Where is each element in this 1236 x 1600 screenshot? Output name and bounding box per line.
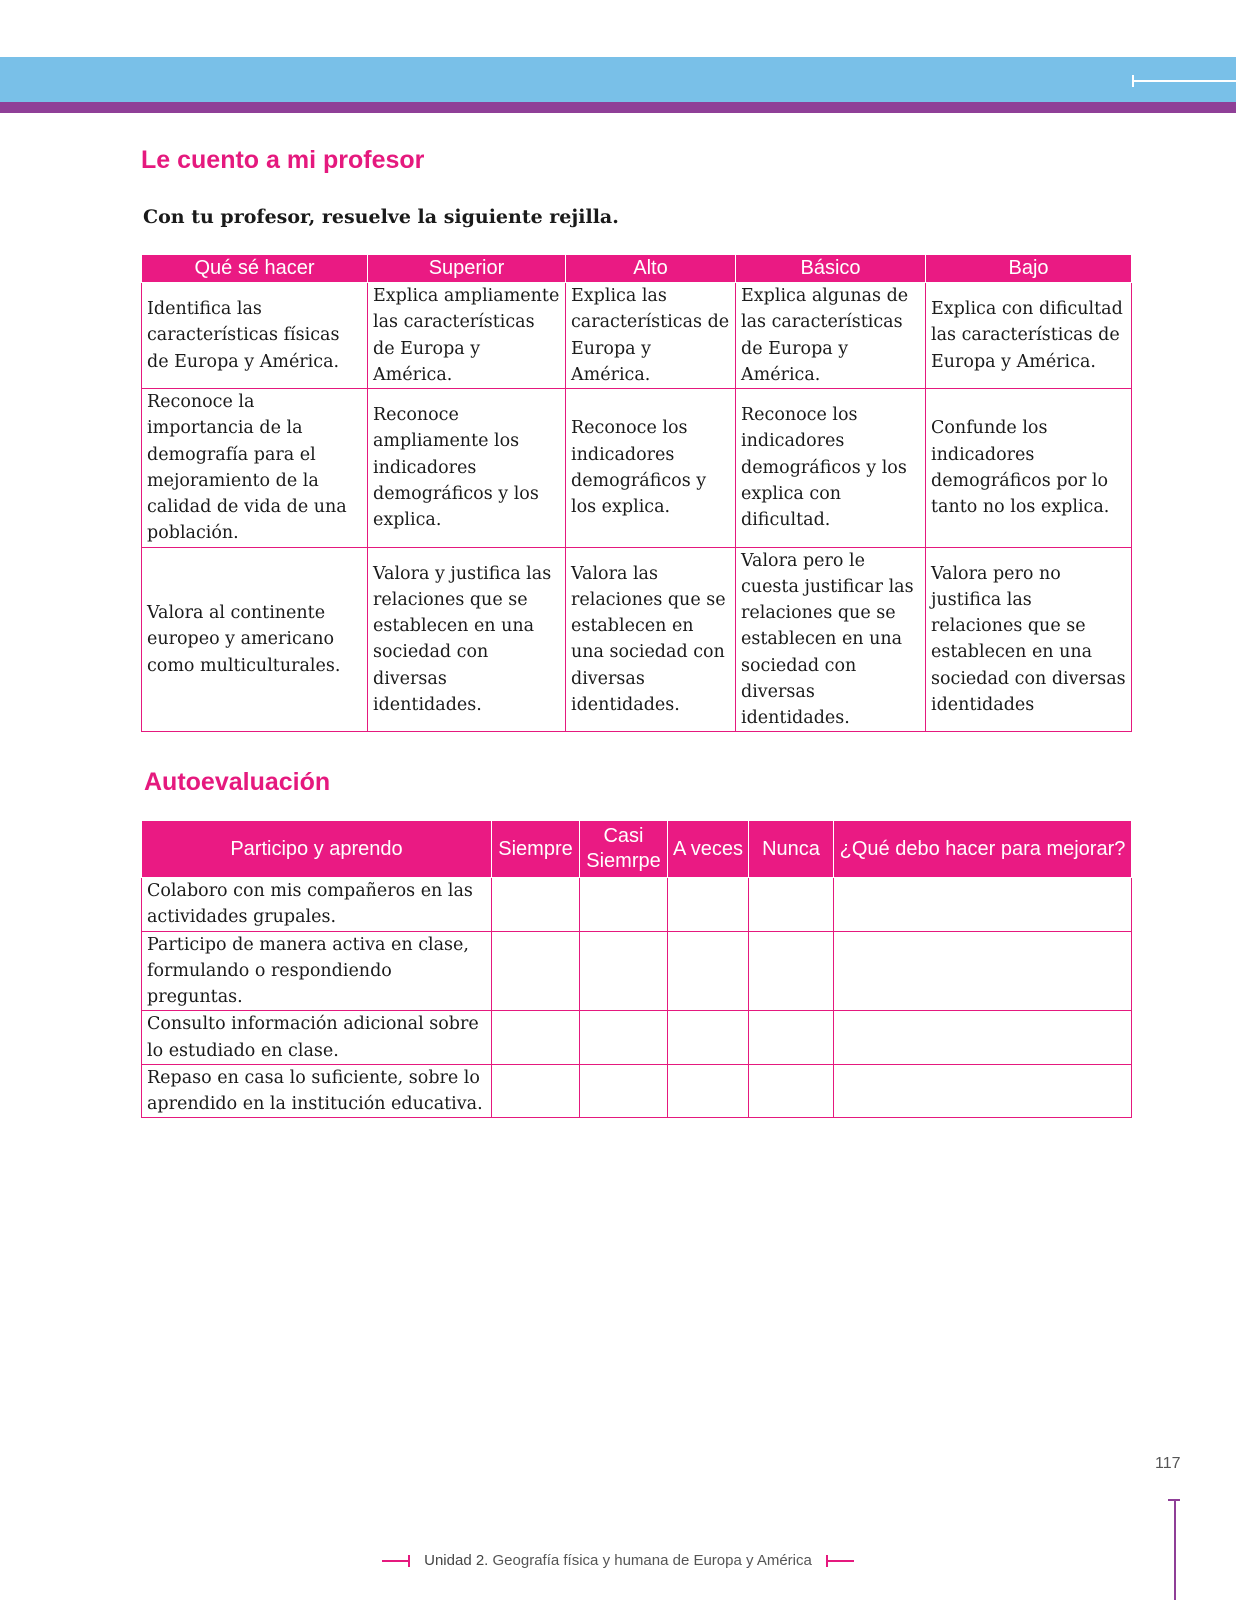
- header-que-se-hacer: Qué sé hacer: [142, 255, 368, 283]
- answer-cell-casi-siempre[interactable]: [580, 931, 668, 1011]
- footer-unit: Unidad 2.: [424, 1552, 489, 1569]
- answer-cell-nunca[interactable]: [749, 878, 834, 932]
- footer-left-dash: [382, 1560, 410, 1562]
- rubric-cell: Explica algunas de las características de Europa y América.: [736, 283, 926, 389]
- header-a-veces: A veces: [668, 821, 749, 878]
- page-footer: [0, 1552, 1236, 1569]
- answer-cell-a-veces[interactable]: [668, 931, 749, 1011]
- header-bajo: Bajo: [926, 255, 1132, 283]
- table-row: [142, 878, 1132, 932]
- rubric-cell: Confunde los indicadores demográficos por lo tanto no los explica.: [926, 389, 1132, 548]
- footer-right-dash: [826, 1560, 854, 1562]
- footer-subtitle: Geografía física y humana de Europa y América: [492, 1552, 812, 1569]
- rubric-cell: Valora pero no justifica las relaciones que se establecen en una sociedad con diversas identidades: [926, 547, 1132, 732]
- page-number: 117: [1155, 1455, 1181, 1472]
- table-row: [142, 389, 1132, 548]
- rubric-cell: Valora y justifica las relaciones que se establecen en una sociedad con diversas identidades.: [368, 547, 566, 732]
- rubric-cell: Reconoce los indicadores demográficos y los explica.: [566, 389, 736, 548]
- rubric-cell: Explica con dificultad las características de Europa y América.: [926, 283, 1132, 389]
- table-row: [142, 547, 1132, 732]
- statement-cell: Repaso en casa lo suficiente, sobre lo aprendido en la institución educativa.: [142, 1064, 492, 1118]
- rubric-cell: Valora pero le cuesta justificar las relaciones que se establecen en una sociedad con diversas identidades.: [736, 547, 926, 732]
- header-que-debo-hacer: ¿Qué debo hacer para mejorar?: [834, 821, 1132, 878]
- band-decorative-line: [1132, 80, 1236, 82]
- improvement-cell[interactable]: [834, 1064, 1132, 1118]
- answer-cell-siempre[interactable]: [492, 1064, 580, 1118]
- section-title-autoevaluacion: Autoevaluación: [144, 768, 331, 796]
- answer-cell-nunca[interactable]: [749, 1064, 834, 1118]
- improvement-cell[interactable]: [834, 1011, 1132, 1065]
- statement-cell: Participo de manera activa en clase, formulando o respondiendo preguntas.: [142, 931, 492, 1011]
- rubric-cell: Reconoce la importancia de la demografía para el mejoramiento de la calidad de vida de una población.: [142, 389, 368, 548]
- table-row: [142, 283, 1132, 389]
- answer-cell-siempre[interactable]: [492, 1011, 580, 1065]
- section-title-le-cuento: Le cuento a mi profesor: [141, 146, 425, 174]
- rubric-table: [141, 254, 1132, 732]
- rubric-cell: Valora al continente europeo y americano como multiculturales.: [142, 547, 368, 732]
- header-basico: Básico: [736, 255, 926, 283]
- answer-cell-casi-siempre[interactable]: [580, 1064, 668, 1118]
- header-nunca: Nunca: [749, 821, 834, 878]
- header-casi-siempre: Casi Siemrpe: [580, 821, 668, 878]
- rubric-cell: Reconoce ampliamente los indicadores demográficos y los explica.: [368, 389, 566, 548]
- answer-cell-siempre[interactable]: [492, 878, 580, 932]
- answer-cell-casi-siempre[interactable]: [580, 1011, 668, 1065]
- header-alto: Alto: [566, 255, 736, 283]
- self-assessment-header-row: [142, 821, 1132, 878]
- self-assessment-table: [141, 820, 1132, 1118]
- top-blue-band: [0, 57, 1236, 102]
- rubric-header-row: [142, 255, 1132, 283]
- rubric-cell: Reconoce los indicadores demográficos y los explica con dificultad.: [736, 389, 926, 548]
- improvement-cell[interactable]: [834, 931, 1132, 1011]
- margin-vertical-line: [1174, 1500, 1176, 1600]
- top-purple-band: [0, 102, 1236, 113]
- rubric-cell: Explica ampliamente las características de Europa y América.: [368, 283, 566, 389]
- statement-cell: Colaboro con mis compañeros en las actividades grupales.: [142, 878, 492, 932]
- statement-cell: Consulto información adicional sobre lo estudiado en clase.: [142, 1011, 492, 1065]
- improvement-cell[interactable]: [834, 878, 1132, 932]
- header-siempre: Siempre: [492, 821, 580, 878]
- answer-cell-casi-siempre[interactable]: [580, 878, 668, 932]
- rubric-cell: Identifica las características físicas de Europa y América.: [142, 283, 368, 389]
- answer-cell-a-veces[interactable]: [668, 1011, 749, 1065]
- rubric-cell: Explica las características de Europa y América.: [566, 283, 736, 389]
- header-participo-y-aprendo: Participo y aprendo: [142, 821, 492, 878]
- answer-cell-siempre[interactable]: [492, 931, 580, 1011]
- answer-cell-nunca[interactable]: [749, 1011, 834, 1065]
- table-row: [142, 1064, 1132, 1118]
- table-row: [142, 931, 1132, 1011]
- header-superior: Superior: [368, 255, 566, 283]
- answer-cell-a-veces[interactable]: [668, 1064, 749, 1118]
- table-row: [142, 1011, 1132, 1065]
- answer-cell-nunca[interactable]: [749, 931, 834, 1011]
- rubric-cell: Valora las relaciones que se establecen en una sociedad con diversas identidades.: [566, 547, 736, 732]
- answer-cell-a-veces[interactable]: [668, 878, 749, 932]
- instruction-text: Con tu profesor, resuelve la siguiente rejilla.: [143, 206, 619, 228]
